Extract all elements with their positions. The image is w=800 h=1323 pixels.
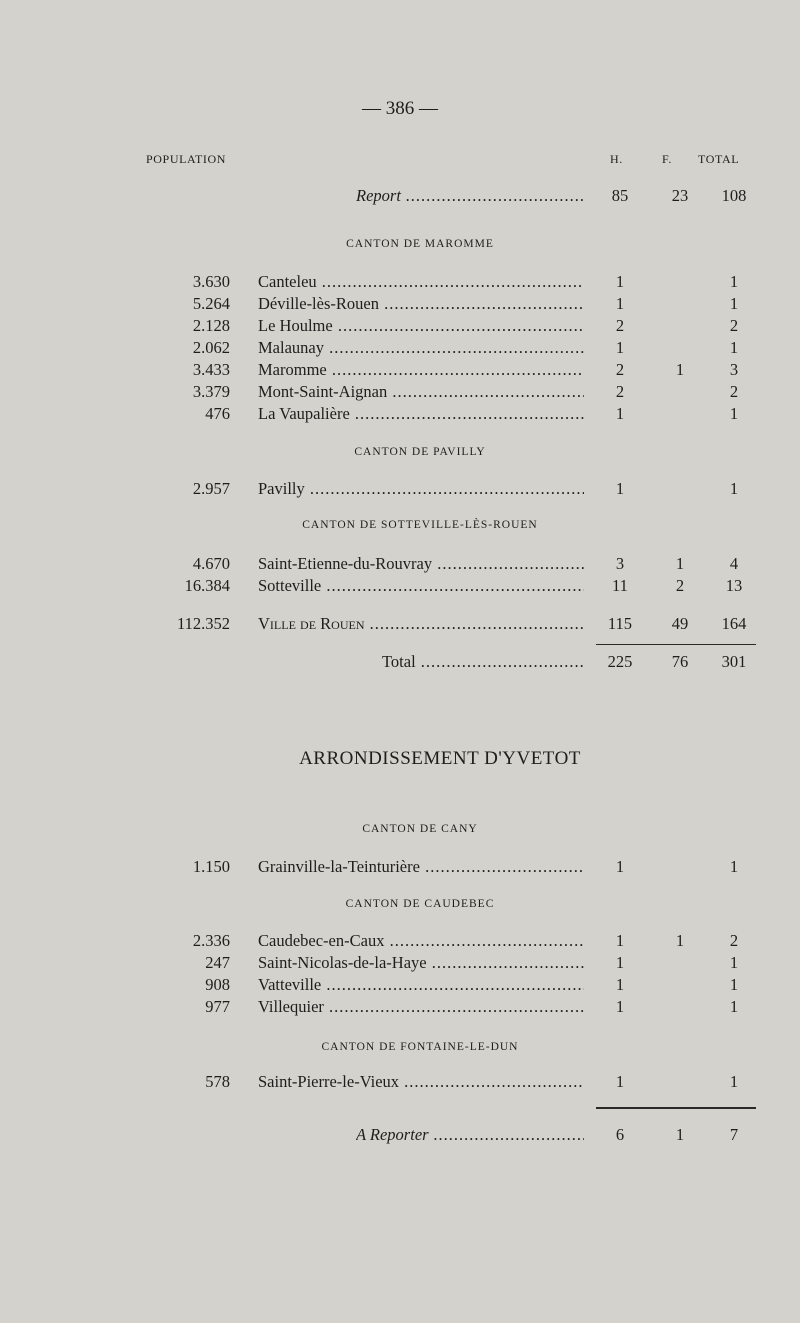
reporter-label: A Reporter ..... bbox=[356, 1124, 584, 1146]
h-cell: 1 bbox=[615, 857, 625, 876]
commune-name: Saint-Etienne-du-Rouvray ..... bbox=[258, 553, 584, 575]
h-cell: 1 bbox=[615, 1072, 625, 1091]
commune-name: Saint-Nicolas-de-la-Haye ..... bbox=[258, 952, 584, 974]
population-cell: 578 bbox=[205, 1072, 230, 1091]
table-row bbox=[0, 856, 800, 878]
h-cell: 1 bbox=[615, 479, 625, 498]
commune-name: Sotteville ..... bbox=[258, 575, 584, 597]
commune-name: Maromme ..... bbox=[258, 359, 584, 381]
commune-name: Déville-lès-Rouen ..... bbox=[258, 293, 584, 315]
commune-name: La Vaupalière ..... bbox=[258, 403, 584, 425]
population-cell: 247 bbox=[205, 953, 230, 972]
report-label: Report ..... bbox=[356, 185, 584, 207]
commune-name: Pavilly ..... bbox=[258, 478, 584, 500]
h-cell: 1 bbox=[615, 338, 625, 357]
table-row bbox=[0, 1071, 800, 1093]
f-cell: 1 bbox=[675, 554, 685, 573]
population-cell: 3.630 bbox=[192, 272, 230, 291]
commune-name: Canteleu ..... bbox=[258, 271, 584, 293]
total-label: Total ..... bbox=[382, 651, 584, 673]
total-cell: 164 bbox=[721, 614, 747, 633]
table-row bbox=[0, 381, 800, 403]
table-row bbox=[0, 293, 800, 315]
h-cell: 11 bbox=[612, 576, 628, 595]
population-cell: 908 bbox=[205, 975, 230, 994]
total-cell: 1 bbox=[729, 1072, 739, 1091]
f-cell: 76 bbox=[671, 652, 689, 671]
h-cell: 3 bbox=[615, 554, 625, 573]
total-cell: 1 bbox=[729, 404, 739, 423]
population-cell: 3.433 bbox=[192, 360, 230, 379]
section-title: CANTON DE PAVILLY bbox=[354, 446, 486, 458]
total-cell: 3 bbox=[729, 360, 739, 379]
population-cell: 3.379 bbox=[192, 382, 230, 401]
report-total: 108 bbox=[721, 186, 747, 205]
total-cell: 1 bbox=[729, 272, 739, 291]
commune-name: Ville de Rouen ..... bbox=[258, 613, 584, 635]
population-cell: 112.352 bbox=[176, 614, 230, 633]
total-cell: 1 bbox=[729, 953, 739, 972]
table-row bbox=[0, 575, 800, 597]
population-cell: 5.264 bbox=[192, 294, 230, 313]
report-f: 23 bbox=[671, 186, 689, 205]
table-row bbox=[0, 952, 800, 974]
h-header: H. bbox=[610, 152, 623, 166]
commune-name: Le Houlme ..... bbox=[258, 315, 584, 337]
h-cell: 225 bbox=[607, 652, 633, 671]
total-cell: 2 bbox=[729, 382, 739, 401]
population-cell: 4.670 bbox=[192, 554, 230, 573]
total-cell: 1 bbox=[729, 857, 739, 876]
total-cell: 1 bbox=[729, 997, 739, 1016]
total-cell: 2 bbox=[729, 316, 739, 335]
table-row bbox=[0, 315, 800, 337]
commune-name: Caudebec-en-Caux ..... bbox=[258, 930, 584, 952]
table-row bbox=[0, 930, 800, 952]
h-cell: 2 bbox=[615, 360, 625, 379]
population-cell: 2.062 bbox=[192, 338, 230, 357]
population-header: POPULATION bbox=[146, 152, 227, 166]
commune-name: Vatteville ..... bbox=[258, 974, 584, 996]
table-row bbox=[0, 403, 800, 425]
commune-name: Mont-Saint-Aignan ..... bbox=[258, 381, 584, 403]
sum-rule bbox=[596, 644, 756, 645]
h-cell: 1 bbox=[615, 997, 625, 1016]
sum-rule bbox=[596, 1107, 756, 1109]
arrondissement-title: ARRONDISSEMENT D'YVETOT bbox=[299, 748, 581, 769]
f-cell: 1 bbox=[675, 1125, 685, 1144]
table-row bbox=[0, 974, 800, 996]
total-cell: 1 bbox=[729, 479, 739, 498]
population-cell: 2.957 bbox=[192, 479, 230, 498]
section-title: CANTON DE SOTTEVILLE-LÈS-ROUEN bbox=[302, 519, 538, 531]
h-cell: 1 bbox=[615, 294, 625, 313]
table-row bbox=[0, 478, 800, 500]
total-cell: 1 bbox=[729, 338, 739, 357]
total-cell: 301 bbox=[721, 652, 747, 671]
commune-name: Villequier ..... bbox=[258, 996, 584, 1018]
commune-name: Saint-Pierre-le-Vieux ..... bbox=[258, 1071, 584, 1093]
total-cell: 1 bbox=[729, 975, 739, 994]
f-cell: 49 bbox=[671, 614, 689, 633]
h-cell: 115 bbox=[607, 614, 633, 633]
section-title: CANTON DE MAROMME bbox=[346, 238, 494, 250]
table-row bbox=[0, 337, 800, 359]
total-cell: 7 bbox=[729, 1125, 739, 1144]
commune-name: Malaunay ..... bbox=[258, 337, 584, 359]
population-cell: 16.384 bbox=[184, 576, 230, 595]
report-row bbox=[0, 185, 800, 207]
total-cell: 4 bbox=[729, 554, 739, 573]
table-row bbox=[0, 553, 800, 575]
population-cell: 2.128 bbox=[192, 316, 230, 335]
population-cell: 1.150 bbox=[192, 857, 230, 876]
population-cell: 2.336 bbox=[192, 931, 230, 950]
f-cell: 2 bbox=[675, 576, 685, 595]
h-cell: 1 bbox=[615, 272, 625, 291]
total-cell: 13 bbox=[725, 576, 743, 595]
table-row bbox=[0, 996, 800, 1018]
h-cell: 1 bbox=[615, 404, 625, 423]
total-cell: 2 bbox=[729, 931, 739, 950]
section-title: CANTON DE CAUDEBEC bbox=[345, 898, 495, 910]
ville-row bbox=[0, 613, 800, 635]
h-cell: 2 bbox=[615, 382, 625, 401]
section-title: CANTON DE CANY bbox=[362, 823, 478, 835]
report-h: 85 bbox=[611, 186, 629, 205]
f-cell: 1 bbox=[675, 931, 685, 950]
f-header: F. bbox=[662, 152, 672, 166]
table-row bbox=[0, 359, 800, 381]
h-cell: 1 bbox=[615, 953, 625, 972]
total-row bbox=[0, 651, 800, 673]
commune-name: Grainville-la-Teinturière ..... bbox=[258, 856, 584, 878]
h-cell: 1 bbox=[615, 975, 625, 994]
population-cell: 476 bbox=[205, 404, 230, 423]
h-cell: 2 bbox=[615, 316, 625, 335]
total-header: TOTAL bbox=[698, 152, 740, 166]
reporter-row bbox=[0, 1124, 800, 1146]
total-cell: 1 bbox=[729, 294, 739, 313]
table-row bbox=[0, 271, 800, 293]
h-cell: 1 bbox=[615, 931, 625, 950]
h-cell: 6 bbox=[615, 1125, 625, 1144]
population-cell: 977 bbox=[205, 997, 230, 1016]
section-title: CANTON DE FONTAINE-LE-DUN bbox=[321, 1041, 519, 1053]
f-cell: 1 bbox=[675, 360, 685, 379]
page-number: — 386 — bbox=[362, 98, 438, 119]
